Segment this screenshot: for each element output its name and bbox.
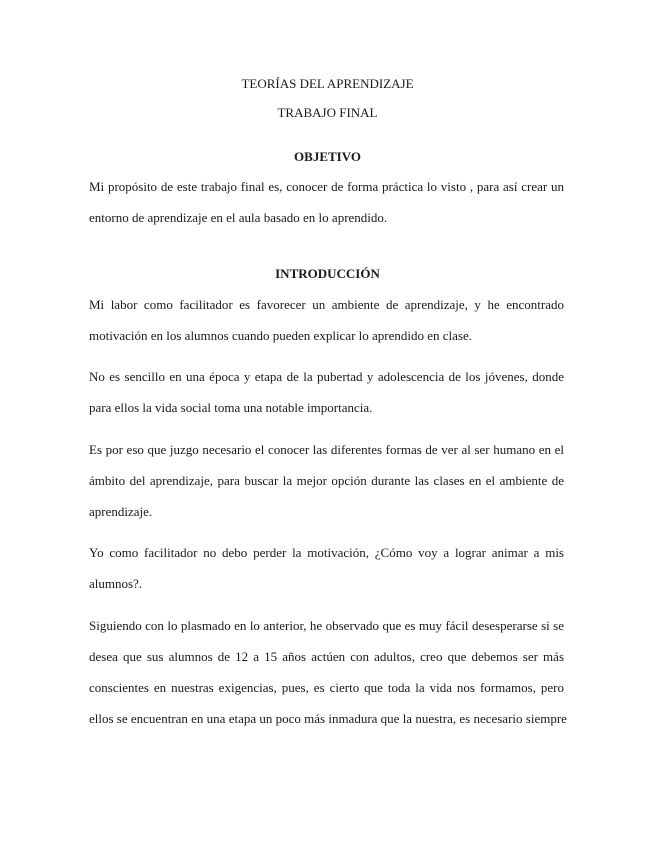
paragraph-line: entorno de aprendizaje en el aula basado en lo aprendido. [89, 210, 388, 225]
document-subtitle: TRABAJO FINAL [277, 105, 378, 120]
paragraph-line: alumnos?. [89, 576, 143, 591]
paragraph-line: aprendizaje. [89, 504, 153, 519]
paragraph-line: conscientes en nuestras exigencias, pues, es cierto que toda la vida nos formamos, pero [89, 680, 564, 695]
paragraph-line: Yo como facilitador no debo perder la motivación, ¿Cómo voy a lograr animar a mis [89, 545, 564, 560]
paragraph-line: Mi propósito de este trabajo final es, conocer de forma práctica lo visto , para así crear un [89, 179, 564, 194]
paragraph-line: Mi labor como facilitador es favorecer un ambiente de aprendizaje, y he encontrado [89, 297, 564, 312]
section-heading-objetivo: OBJETIVO [294, 149, 361, 164]
section-heading-introduccion: INTRODUCCIÓN [275, 266, 380, 281]
paragraph-line: Siguiendo con lo plasmado en lo anterior, he observado que es muy fácil desesperarse si se [89, 618, 564, 633]
paragraph-line: Es por eso que juzgo necesario el conocer las diferentes formas de ver al ser humano en el [89, 442, 564, 457]
paragraph-line: desea que sus alumnos de 12 a 15 años actúen con adultos, creo que debemos ser más [89, 649, 564, 664]
paragraph-line: ellos se encuentran en una etapa un poco más inmadura que la nuestra, es necesario siempre [89, 711, 567, 726]
paragraph-line: motivación en los alumnos cuando pueden explicar lo aprendido en clase. [89, 328, 473, 343]
document-title: TEORÍAS DEL APRENDIZAJE [241, 76, 414, 91]
paragraph-line: ámbito del aprendizaje, para buscar la mejor opción durante las clases en el ambiente de [89, 473, 564, 488]
paragraph-line: para ellos la vida social toma una notable importancia. [89, 400, 373, 415]
paragraph-line: No es sencillo en una época y etapa de la pubertad y adolescencia de los jóvenes, donde [89, 369, 564, 384]
